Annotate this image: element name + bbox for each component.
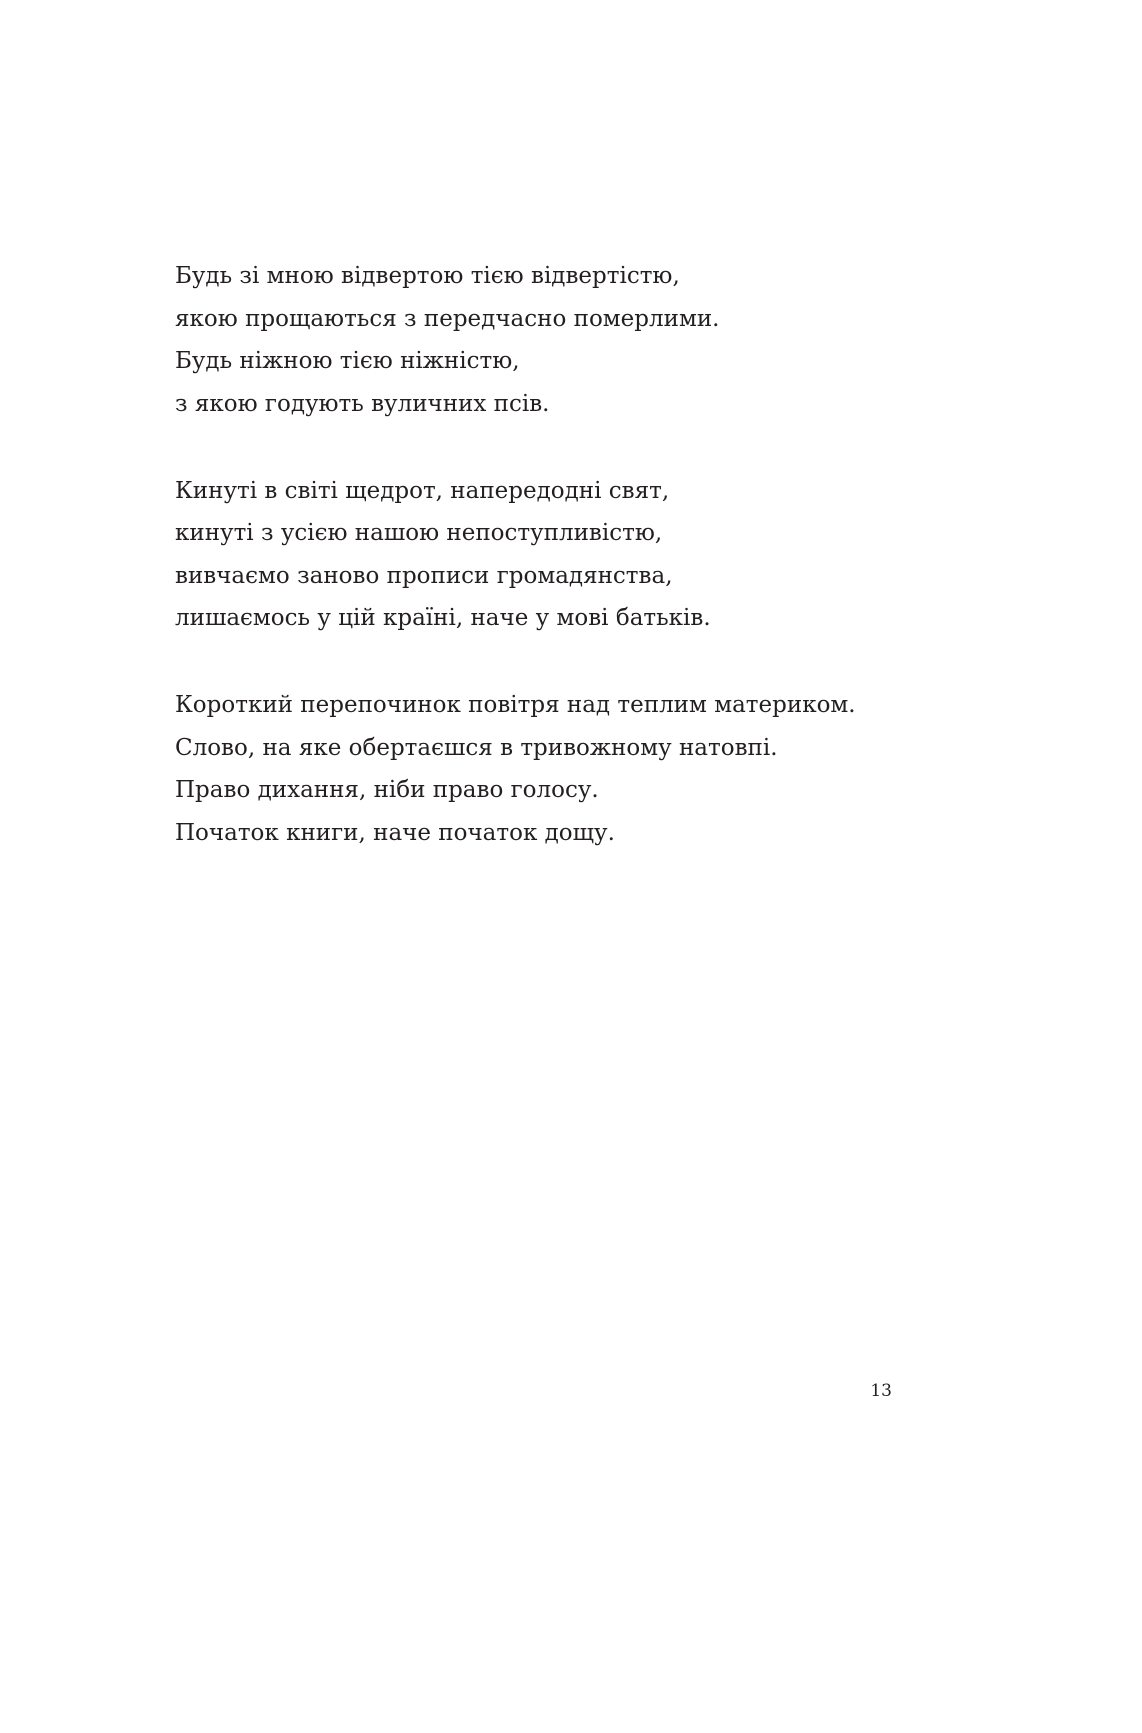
stanza-2: [175, 470, 935, 640]
poem-line: Короткий перепочинок повітря над теплим материком.: [175, 692, 856, 718]
poem-line: Початок книги, наче початок дощу.: [175, 819, 615, 846]
poem-line: Право дихання, ніби право голосу.: [175, 777, 599, 803]
poem-line: з якою годують вуличних псів.: [175, 390, 550, 417]
poem-line: якою прощаються з передчасно померлими.: [175, 305, 720, 332]
stanza-3: [175, 684, 935, 854]
stanza-1: [175, 255, 935, 425]
poem-line: вивчаємо заново прописи громадянства,: [175, 562, 673, 589]
poem-line: лишаємось у цій країні, наче у мові батьків.: [175, 605, 711, 631]
poem-line: Слово, на яке обертаєшся в тривожному натовпі.: [175, 734, 778, 761]
poem-line: кинуті з усією нашою непоступливістю,: [175, 520, 663, 546]
poem-line: Будь зі мною відвертою тією відвертістю,: [175, 263, 680, 289]
poem-line: Будь ніжною тією ніжністю,: [175, 348, 520, 374]
poem-line: Кинуті в світі щедрот, напередодні свят,: [175, 477, 670, 504]
poem-text: [175, 255, 935, 854]
page-number: 13: [870, 1381, 892, 1401]
